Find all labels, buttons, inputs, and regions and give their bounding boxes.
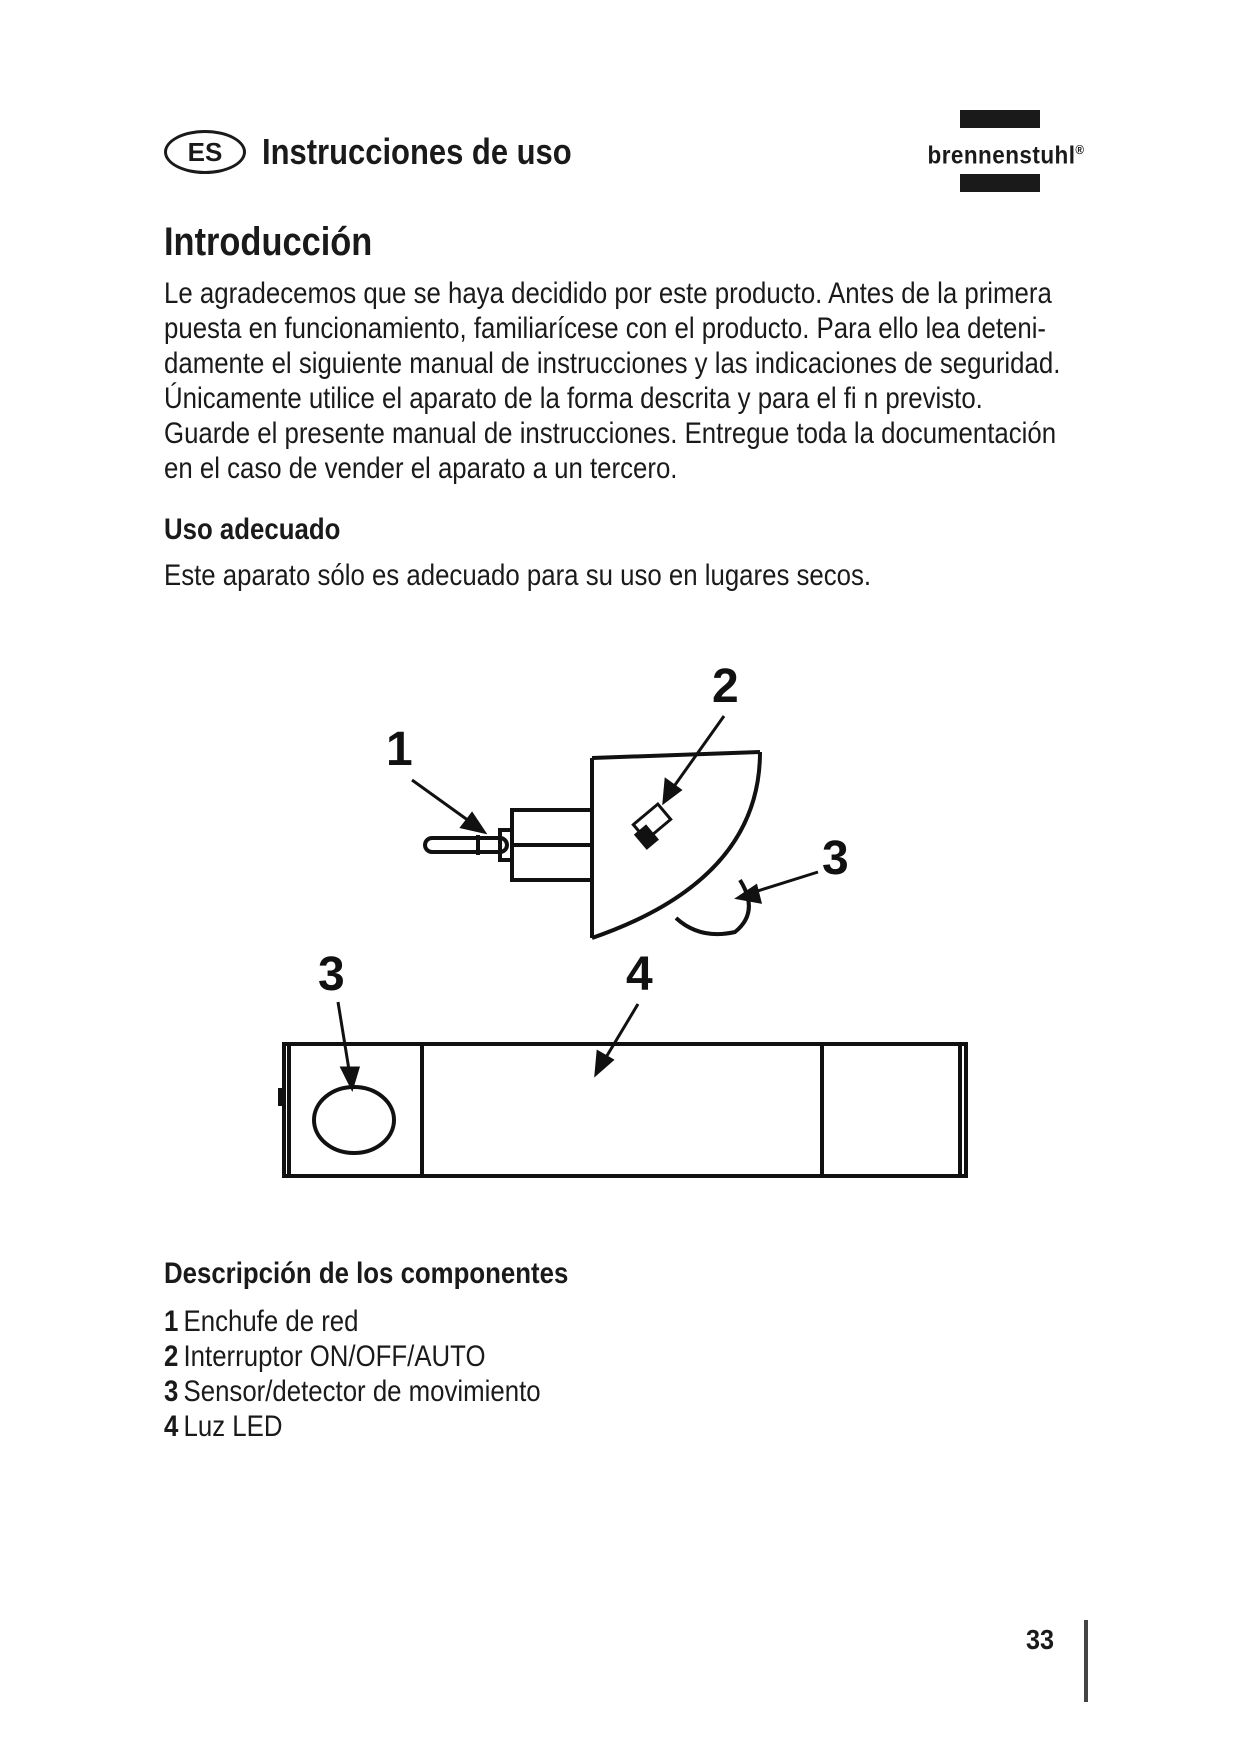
- list-item: [164, 1304, 938, 1339]
- intro-line: puesta en funcionamiento, familiarícese con el producto. Para ello lea deteni-: [164, 312, 1047, 345]
- product-diagram: [0, 640, 1241, 1230]
- logo-bar-bottom: [960, 174, 1040, 192]
- component-label: Interruptor ON/OFF/AUTO: [183, 1340, 486, 1373]
- arrow-sensor-side-head: [738, 886, 760, 902]
- component-number: 4: [164, 1410, 179, 1443]
- intro-line: Guarde el presente manual de instrucciones. Entregue toda la documentación: [164, 417, 1057, 450]
- proper-use-text: [164, 558, 1101, 593]
- label-sensor-side: 3: [822, 832, 849, 885]
- component-label: Enchufe de red: [183, 1305, 359, 1338]
- page-header: [164, 128, 1094, 198]
- label-led: 4: [626, 948, 653, 1001]
- components-section: [164, 1252, 1064, 1444]
- arrow-led-head: [596, 1052, 612, 1074]
- manual-title: Instrucciones de uso: [262, 131, 572, 172]
- main-content: [164, 214, 1104, 593]
- component-label: Luz LED: [183, 1410, 283, 1443]
- housing-top: [592, 752, 760, 758]
- intro-paragraph: [164, 276, 1101, 486]
- page-number: 33: [1026, 1624, 1055, 1655]
- housing-side-drawing: [592, 752, 761, 938]
- intro-line: damente el siguiente manual de instrucciones y las indicaciones de seguridad.: [164, 347, 1061, 380]
- components-list: [164, 1304, 1064, 1444]
- arrow-led: [602, 1004, 638, 1064]
- label-switch: 2: [712, 660, 739, 713]
- registered-mark: ®: [1075, 142, 1085, 157]
- arrow-sensor-front-head: [342, 1068, 358, 1088]
- list-item: [164, 1409, 938, 1444]
- light-bar-drawing: [278, 1044, 966, 1176]
- label-sensor-front: 3: [318, 948, 345, 1001]
- intro-heading: Introducción: [164, 220, 373, 264]
- label-plug: 1: [386, 723, 413, 776]
- page-number-rule: [1084, 1620, 1088, 1702]
- component-number: 1: [164, 1305, 179, 1338]
- components-heading: Descripción de los componentes: [164, 1257, 569, 1290]
- logo-text: [927, 130, 1085, 175]
- plug-pin: [425, 838, 507, 852]
- arrow-sensor-front: [338, 1002, 350, 1076]
- component-number: 2: [164, 1340, 179, 1373]
- plug-drawing: [425, 810, 592, 880]
- component-number: 3: [164, 1375, 179, 1408]
- motion-sensor-lens: [314, 1087, 394, 1153]
- list-item: [164, 1339, 938, 1374]
- intro-line: Le agradecemos que se haya decidido por este producto. Antes de la primera: [164, 277, 1052, 310]
- brand-name: brennenstuhl: [927, 141, 1076, 170]
- intro-line: en el caso de vender el aparato a un tercero.: [164, 452, 678, 485]
- component-label: Sensor/detector de movimiento: [183, 1375, 541, 1408]
- proper-use-heading: Uso adecuado: [164, 513, 341, 546]
- brand-logo: [918, 110, 1094, 192]
- light-bar-tab: [278, 1088, 284, 1106]
- product-diagram-svg: [0, 640, 1241, 1230]
- intro-line: Únicamente utilice el aparato de la forma descrita y para el fi n previsto.: [164, 382, 983, 415]
- logo-bar-top: [960, 110, 1040, 128]
- proper-use-line: Este aparato sólo es adecuado para su uso en lugares secos.: [164, 559, 872, 592]
- list-item: [164, 1374, 938, 1409]
- language-badge: ES: [164, 130, 246, 174]
- light-bar-outline: [284, 1044, 966, 1176]
